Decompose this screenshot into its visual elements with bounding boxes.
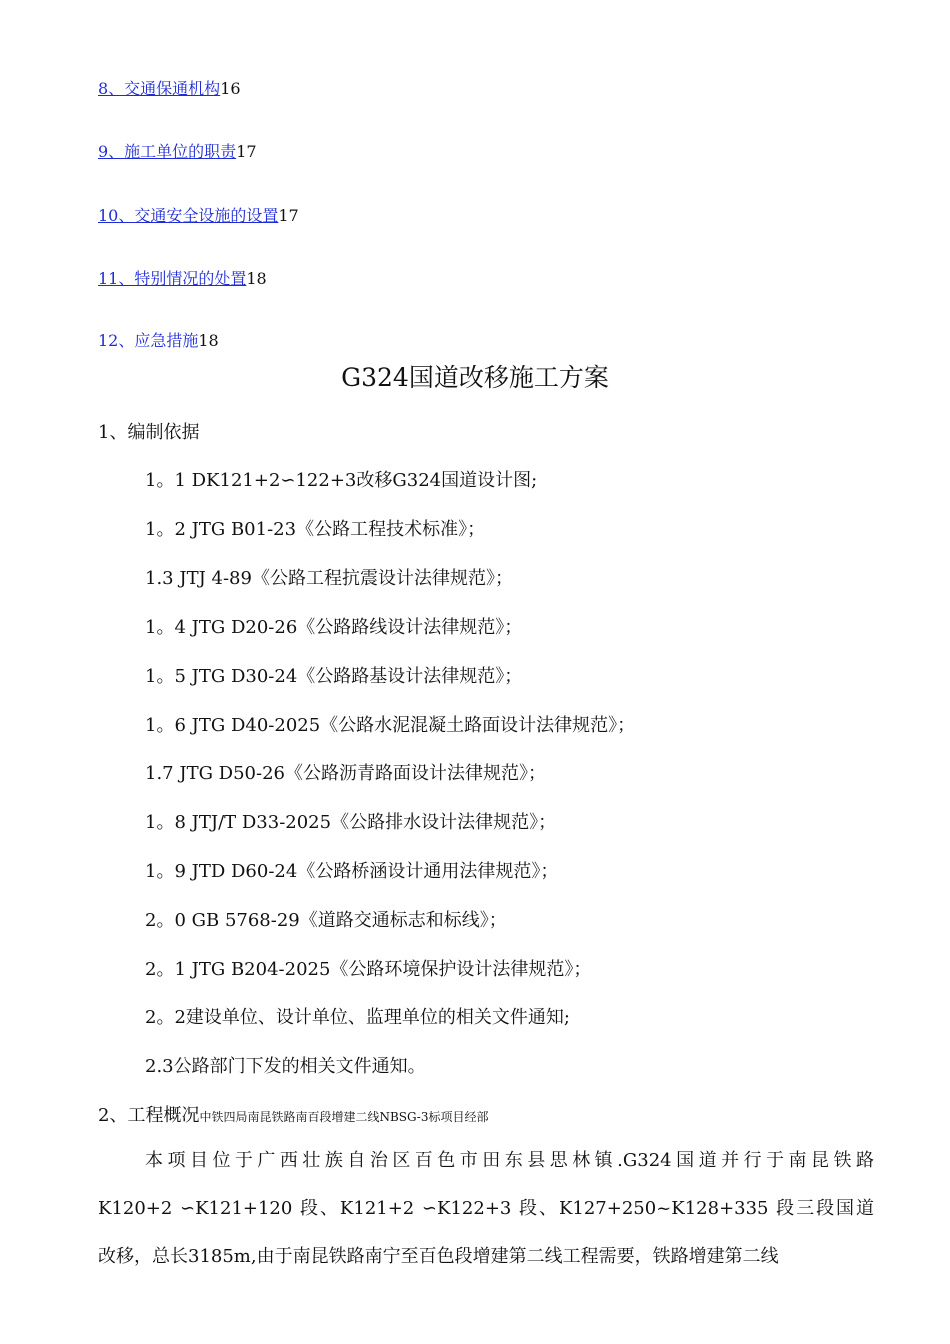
reference-item: 2。0 GB 5768-29《道路交通标志和标线》； — [145, 910, 507, 931]
toc-page-number: 17 — [236, 142, 257, 161]
toc-link[interactable]: 8、交通保通机构 — [98, 79, 221, 98]
section-heading-text: 2、工程概况 — [98, 1105, 200, 1126]
reference-item: 1。8 JTJ/T D33-2025《公路排水设计法律规范》； — [145, 812, 557, 833]
toc-page-number: 18 — [246, 269, 267, 288]
toc-link[interactable]: 9、施工单位的职责 — [98, 142, 237, 161]
document-title: G324国道改移施工方案 — [341, 363, 609, 392]
toc-item-8[interactable] — [98, 79, 241, 99]
reference-item: 1。5 JTG D30-24《公路路基设计法律规范》； — [145, 666, 523, 687]
toc-link[interactable]: 11、特别情况的处置 — [98, 269, 247, 288]
toc-page-number: 16 — [220, 79, 241, 98]
section-heading — [98, 1105, 489, 1128]
toc-item-10[interactable] — [98, 206, 299, 226]
section-heading: 1、编制依据 — [98, 422, 200, 443]
reference-item: 1.3 JTJ 4-89《公路工程抗震设计法律规范》； — [145, 568, 513, 589]
paragraph-line: 本项目位于广西壮族自治区百色市田东县思林镇.G324国道并行于南昆铁路 — [145, 1150, 874, 1171]
paragraph-line: 改移，总长3185m,由于南昆铁路南宁至百色段增建第二线工程需要，铁路增建第二线 — [98, 1246, 779, 1267]
paragraph-line: K120+2 ∽K121+120 段、K121+2 ∽K122+3 段、K127+250~K128+335 段三段国道 — [98, 1198, 874, 1219]
toc-item-9[interactable] — [98, 142, 257, 162]
reference-item: 1。1 DK121+2∽122+3改移G324国道设计图; — [145, 470, 538, 491]
toc-link[interactable]: 12、应急措施 — [98, 331, 199, 350]
toc-item-11[interactable] — [98, 269, 267, 289]
reference-item: 1。4 JTG D20-26《公路路线设计法律规范》； — [145, 617, 523, 638]
reference-item: 1。2 JTG B01-23《公路工程技术标准》； — [145, 519, 486, 540]
toc-link[interactable]: 10、交通安全设施的设置 — [98, 206, 279, 225]
toc-item-12[interactable] — [98, 331, 219, 351]
toc-page-number: 18 — [198, 331, 219, 350]
reference-item: 2。1 JTG B204-2025《公路环境保护设计法律规范》； — [145, 959, 592, 980]
reference-item: 2。2建设单位、设计单位、监理单位的相关文件通知; — [145, 1007, 570, 1028]
reference-item: 1。6 JTG D40-2025《公路水泥混凝土路面设计法律规范》； — [145, 715, 636, 736]
section-note: 中铁四局南昆铁路南百段增建二线NBSG-3标项目经部 — [199, 1110, 489, 1124]
toc-page-number: 17 — [278, 206, 299, 225]
reference-item: 1。9 JTD D60-24《公路桥涵设计通用法律规范》； — [145, 861, 559, 882]
reference-item: 2.3公路部门下发的相关文件通知。 — [145, 1056, 426, 1077]
reference-item: 1.7 JTG D50-26《公路沥青路面设计法律规范》； — [145, 763, 546, 784]
